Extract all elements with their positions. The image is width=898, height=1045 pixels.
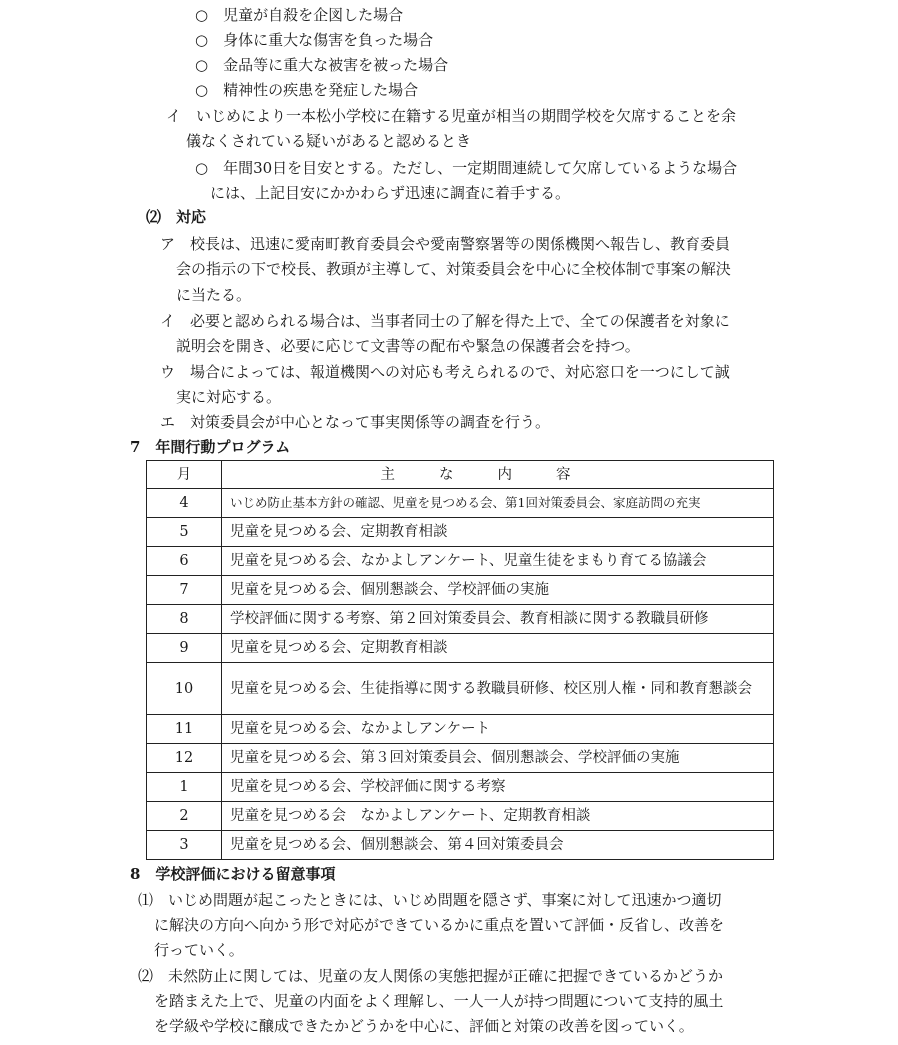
list-item: ○ 金品等に重大な被害を被った場合 <box>195 56 449 74</box>
list-item: ○ 精神性の疾患を発症した場合 <box>195 81 419 99</box>
month-cell: 4 <box>147 489 222 518</box>
list-item: ○ 児童が自殺を企図した場合 <box>195 6 404 24</box>
section-8-p2-line-3: を学級や学校に醸成できたかどうかを中心に、評価と対策の改善を図っていく。 <box>154 1017 694 1035</box>
section-7-heading: 7 年間行動プログラム <box>130 438 291 456</box>
table-row <box>147 547 774 576</box>
list-item: ○ 身体に重大な傷害を負った場合 <box>195 31 434 49</box>
section-2-u-line-2: 実に対応する。 <box>176 388 282 406</box>
content-cell: 学校評価に関する考察、第２回対策委員会、教育相談に関する教職員研修 <box>222 605 774 634</box>
content-cell: いじめ防止基本方針の確認、児童を見つめる会、第1回対策委員会、家庭訪問の充実 <box>222 489 774 518</box>
month-cell: 2 <box>147 802 222 831</box>
month-cell: 5 <box>147 518 222 547</box>
section-2-u-line-1: ウ 場合によっては、報道機関への対応も考えられるので、対応窓口を一つにして誠 <box>160 363 730 381</box>
month-cell: 9 <box>147 634 222 663</box>
table-row <box>147 489 774 518</box>
item-i-line-1: イ いじめにより一本松小学校に在籍する児童が相当の期間学校を欠席することを余 <box>166 107 737 125</box>
content-cell: 児童を見つめる会、定期教育相談 <box>222 518 774 547</box>
content-cell: 児童を見つめる会、第３回対策委員会、個別懇談会、学校評価の実施 <box>222 744 774 773</box>
section-2-i-line-2: 説明会を開き、必要に応じて文書等の配布や緊急の保護者会を持つ。 <box>176 337 640 355</box>
month-cell: 11 <box>147 715 222 744</box>
section-2-e-line-1: エ 対策委員会が中心となって事実関係等の調査を行う。 <box>160 413 551 431</box>
item-i-note-line-1: ○ 年間30日を目安とする。ただし、一定期間連続して欠席しているような場合 <box>195 159 738 177</box>
section-2-a-line-3: に当たる。 <box>176 286 252 304</box>
section-8-p1-line-3: 行っていく。 <box>154 941 244 959</box>
section-8-p1-line-1: ⑴ いじめ問題が起こったときには、いじめ問題を隠さず、事案に対して迅速かつ適切 <box>138 891 722 909</box>
month-cell: 10 <box>147 663 222 715</box>
section-8-heading: 8 学校評価における留意事項 <box>130 865 336 883</box>
item-i-note-line-2: には、上記目安にかかわらず迅速に調査に着手する。 <box>210 184 571 202</box>
content-cell: 児童を見つめる会、なかよしアンケート <box>222 715 774 744</box>
section-2-i-line-1: イ 必要と認められる場合は、当事者同士の了解を得た上で、全ての保護者を対象に <box>160 312 730 330</box>
month-cell: 8 <box>147 605 222 634</box>
table-row <box>147 744 774 773</box>
month-cell: 3 <box>147 831 222 860</box>
table-row <box>147 773 774 802</box>
content-cell: 児童を見つめる会、なかよしアンケート、児童生徒をまもり育てる協議会 <box>222 547 774 576</box>
table-row <box>147 634 774 663</box>
table-row <box>147 802 774 831</box>
table-header-row <box>147 461 774 489</box>
month-cell: 6 <box>147 547 222 576</box>
content-cell: 児童を見つめる会、生徒指導に関する教職員研修、校区別人権・同和教育懇談会 <box>222 663 774 715</box>
content-cell: 児童を見つめる会、定期教育相談 <box>222 634 774 663</box>
content-cell: 児童を見つめる会 なかよしアンケート、定期教育相談 <box>222 802 774 831</box>
content-cell: 児童を見つめる会、個別懇談会、第４回対策委員会 <box>222 831 774 860</box>
month-cell: 12 <box>147 744 222 773</box>
table-row <box>147 663 774 715</box>
annual-program-table <box>146 460 774 860</box>
section-2-a-line-2: 会の指示の下で校長、教頭が主導して、対策委員会を中心に全校体制で事案の解決 <box>176 260 731 278</box>
table-row <box>147 605 774 634</box>
month-cell: 7 <box>147 576 222 605</box>
section-2-heading: ⑵ 対応 <box>146 208 207 226</box>
content-column-header: 主な内容 <box>222 461 774 489</box>
section-8-p2-line-2: を踏まえた上で、児童の内面をよく理解し、一人一人が持つ問題について支持的風土 <box>154 992 724 1010</box>
table-row <box>147 831 774 860</box>
content-cell: 児童を見つめる会、学校評価に関する考察 <box>222 773 774 802</box>
content-cell: 児童を見つめる会、個別懇談会、学校評価の実施 <box>222 576 774 605</box>
section-2-a-line-1: ア 校長は、迅速に愛南町教育委員会や愛南警察署等の関係機関へ報告し、教育委員 <box>160 235 731 253</box>
month-cell: 1 <box>147 773 222 802</box>
table-row <box>147 576 774 605</box>
section-8-p1-line-2: に解決の方向へ向かう形で対応ができているかに重点を置いて評価・反省し、改善を <box>154 916 725 934</box>
table-row <box>147 715 774 744</box>
table-row <box>147 518 774 547</box>
section-8-p2-line-1: ⑵ 未然防止に関しては、児童の友人関係の実態把握が正確に把握できているかどうか <box>138 967 724 985</box>
item-i-line-2: 儀なくされている疑いがあると認めるとき <box>186 132 472 150</box>
month-column-header: 月 <box>147 461 222 489</box>
